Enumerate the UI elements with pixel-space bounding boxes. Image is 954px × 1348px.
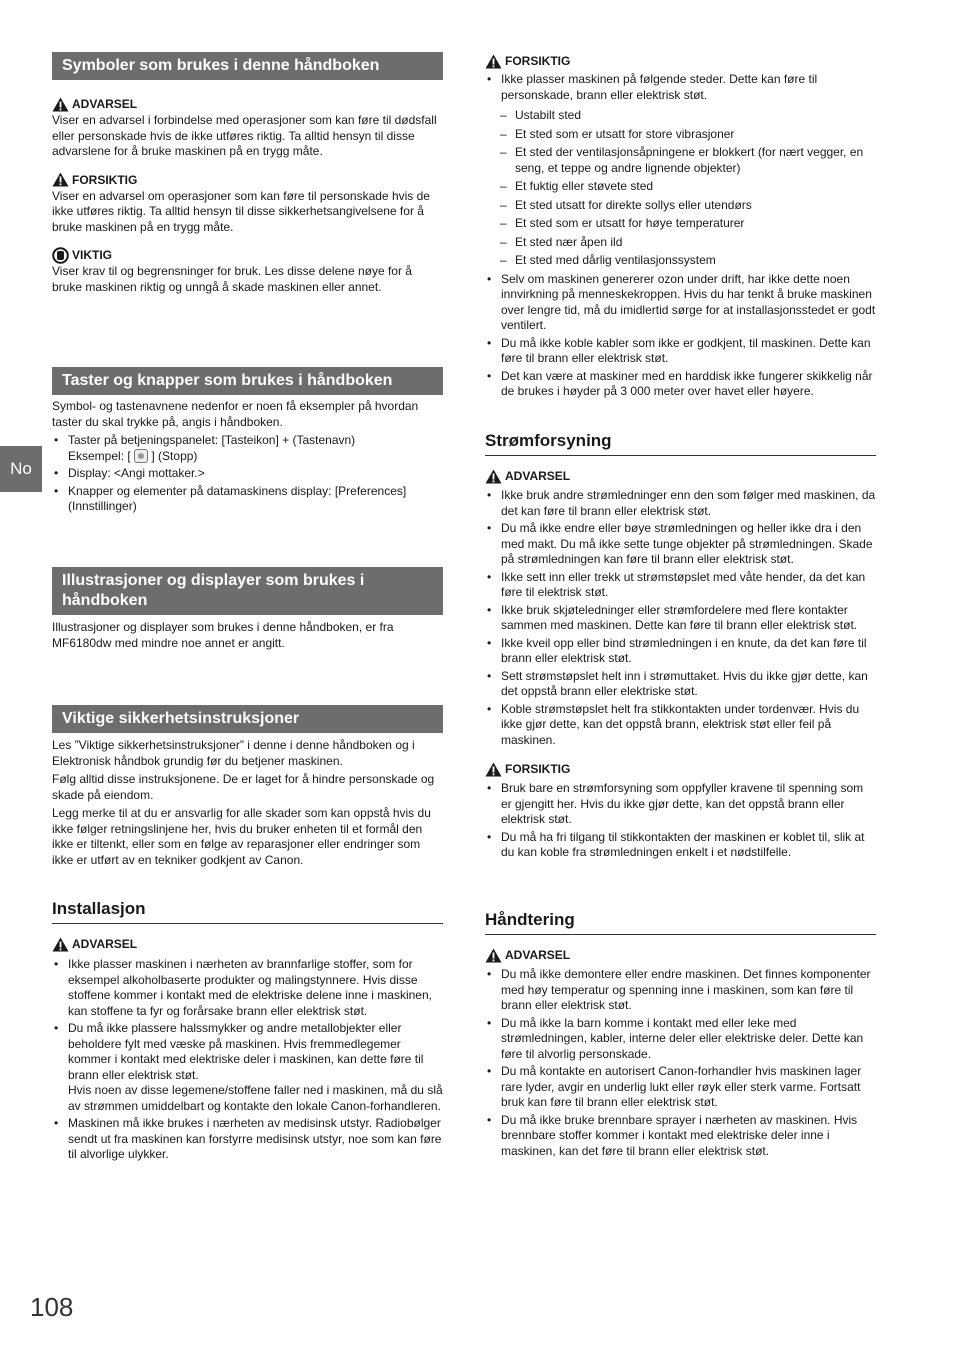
warning-triangle-icon (485, 948, 502, 963)
safety-paragraph: Les ”Viktige sikkerhetsinstruksjoner” i denne i denne håndboken og i Elektronisk håndbok grundig før du betjener maskinen. (52, 738, 415, 768)
list-item: • Koble strømstøpslet helt fra stikkontakten under tordenvær. Hvis du ikke gjør dette, kan det oppstå brann, elektrisk støt eller feil på maskinen. (485, 702, 876, 749)
keys-example-suffix: ] (Stopp) (151, 448, 198, 463)
list-item: • Du må ikke endre eller bøye strømledningen og heller ikke dra i den med makt. Du må ikke sette tunge objekter på strømledningen. Skade på strømledningen kan føre til brann eller elektrisk støt. (485, 521, 876, 568)
place-item: – Et sted nær åpen ild (485, 235, 876, 251)
list-item: • Selv om maskinen genererer ozon under drift, har ikke dette noen innvirkning på menneskekroppen. Hvis du har tenkt å bruke maskinen over lengre tid, må du imidlertid sørge for at installasjonsstedet er godt ventilert. (485, 272, 876, 334)
placement-places-list (485, 108, 876, 269)
forsiktig-heading (485, 760, 876, 778)
list-item-text: Du må ikke plassere halssmykker og andre metallobjekter eller beholdere fylt med væske på maskinen. Hvis fremmedlegemer kommer i kontakt med elektriske deler i maskinen, kan dette føre til brann eller elektrisk støt. (68, 1021, 424, 1082)
place-item: – Et sted med dårlig ventilasjonssystem (485, 253, 876, 269)
list-item: • Bruk bare en strømforsyning som oppfyller kravene til spenning som er gjengitt her. Hvis du ikke gjør dette, kan det oppstå brann eller elektrisk støt. (485, 781, 876, 828)
advarsel-heading (52, 935, 443, 953)
list-item-extra: Hvis noen av disse legemene/stoffene faller ned i maskinen, må du slå av strømmen umiddelbart og kontakte den lokale Canon-forhandleren. (68, 1083, 443, 1113)
safety-paragraph: Legg merke til at du er ansvarlig for alle skader som kan oppstå hvis du ikke følger retningslinjene her, hvis du bruker enheten til et formål den ikke er tiltenkt, eller som en følge av reparasjoner eller endringer som ikke er utført av en tekniker godkjent av Canon. (52, 806, 431, 867)
list-item: • Sett strømstøpslet helt inn i strømuttaket. Hvis du ikke gjør dette, kan det oppstå brann eller elektriske støt. (485, 669, 876, 700)
list-item (52, 433, 443, 464)
place-item: – Et sted som er utsatt for høye temperaturer (485, 216, 876, 232)
advarsel-heading (52, 95, 443, 113)
warning-triangle-icon (485, 762, 502, 777)
safety-section (52, 738, 443, 871)
list-item: • Ikke kveil opp eller bind strømledningen i en knute, da det kan føre til brann eller elektrisk støt. (485, 636, 876, 667)
language-tab: No (0, 446, 42, 492)
list-item: • Det kan være at maskiner med en harddisk ikke fungerer skikkelig når de brukes i høyder på 3 000 meter over havet eller høyere. (485, 369, 876, 400)
warning-triangle-icon (52, 937, 69, 952)
list-item: • Ikke bruk andre strømledninger enn den som følger med maskinen, da det kan føre til brann eller elektrisk støt. (485, 488, 876, 519)
keys-example-prefix: Eksempel: [ (68, 448, 131, 463)
section-title-handling: Håndtering (485, 909, 876, 935)
illustrations-text: Illustrasjoner og displayer som brukes i denne håndboken, er fra MF6180dw med mindre noe annet er angitt. (52, 620, 394, 650)
advarsel-heading (485, 946, 876, 964)
list-item: • Du må ha fri tilgang til stikkontakten der maskinen er koblet til, slik at du kan koble fra strømledningen enkelt i et nødstilfelle. (485, 830, 876, 861)
advarsel-label: ADVARSEL (505, 469, 571, 483)
section-title-safety: Viktige sikkerhetsinstruksjoner (52, 705, 443, 733)
section-title-power: Strømforsyning (485, 430, 876, 456)
power-advarsel-list (485, 488, 876, 748)
section-title-symbols: Symboler som brukes i denne håndboken (52, 52, 443, 80)
list-item: • Ikke bruk skjøteledninger eller strømfordelere med flere kontakter sammen med maskinen. Dette kan føre til brann eller elektrisk støt. (485, 603, 876, 634)
list-item: • Maskinen må ikke brukes i nærheten av medisinsk utstyr. Radiobølger sendt ut fra maskinen kan forstyrre medisinsk utstyr, noe som kan føre til alvorlige ulykker. (52, 1116, 443, 1163)
handling-list (485, 967, 876, 1159)
list-item: • Du må kontakte en autorisert Canon-forhandler hvis maskinen lager rare lyder, avgir en underlig lukt eller røyk eller sterk varme. Fortsatt bruk kan føre til brann eller elektrisk støt. (485, 1064, 876, 1111)
forsiktig-placement-section (485, 52, 876, 402)
prohibition-circle-icon (52, 247, 69, 264)
installation-section (52, 935, 443, 1165)
installation-list (52, 957, 443, 1163)
forsiktig-label: FORSIKTIG (505, 762, 571, 776)
place-item: – Et fuktig eller støvete sted (485, 179, 876, 195)
forsiktig-label: FORSIKTIG (72, 172, 138, 187)
keys-section (52, 399, 443, 517)
forsiktig-label: FORSIKTIG (505, 54, 571, 68)
list-item: • Du må ikke la barn komme i kontakt med eller leke med strømledningen, kabler, interne deler eller elektriske deler. Dette kan føre til alvorlig personskade. (485, 1016, 876, 1063)
forsiktig-description: Viser en advarsel om operasjoner som kan føre til personskade hvis de ikke utføres riktig. Ta alltid hensyn til disse sikkerhetsangivelsene for å bruke maskinen på en trygg måte. (52, 188, 430, 234)
list-item: • Ikke sett inn eller trekk ut strømstøpslet med våte hender, da det kan føre til elektrisk støt. (485, 570, 876, 601)
viktig-description: Viser krav til og begrensninger for bruk. Les disse delene nøye for å bruke maskinen riktig og unngå å skade maskinen eller annet. (52, 264, 412, 294)
viktig-label: VIKTIG (72, 248, 113, 262)
page-number: 108 (30, 1292, 74, 1322)
power-forsiktig-list (485, 781, 876, 861)
warning-triangle-icon (485, 54, 502, 69)
list-item-text: Ikke plasser maskinen på følgende steder. Dette kan føre til personskade, brann eller elektrisk støt. (501, 72, 818, 102)
illustrations-section (52, 620, 443, 654)
advarsel-label: ADVARSEL (505, 948, 571, 962)
warning-triangle-icon (52, 97, 69, 112)
place-item: – Et sted der ventilasjonsåpningene er blokkert (for nært vegger, en seng, et teppe og andre lignende objekter) (485, 145, 876, 176)
place-item: – Et sted som er utsatt for store vibrasjoner (485, 127, 876, 143)
list-item: • Du må ikke demontere eller endre maskinen. Det finnes komponenter med høy temperatur og spenning inne i maskinen, som kan føre til brann eller elektrisk støt. (485, 967, 876, 1014)
placement-list (485, 72, 876, 103)
placement-rest-list (485, 272, 876, 400)
section-title-illustrations: Illustrasjoner og displayer som brukes i håndboken (52, 567, 443, 615)
power-section (485, 467, 876, 863)
place-item: – Ustabilt sted (485, 108, 876, 124)
advarsel-heading (485, 467, 876, 485)
handling-section (485, 946, 876, 1161)
keys-item-text: Taster på betjeningspanelet: [Tasteikon] + (Tastenavn) (68, 433, 356, 447)
advarsel-label: ADVARSEL (72, 97, 138, 111)
place-item: – Et sted utsatt for direkte sollys eller utendørs (485, 198, 876, 214)
advarsel-description: Viser en advarsel i forbindelse med operasjoner som kan føre til dødsfall eller personskade hvis de ikke utføres riktig. Ta alltid hensyn til disse advarslene for å bruke maskinen på en trygg måte. (52, 113, 437, 158)
list-item: • Du må ikke bruke brennbare sprayer i nærheten av maskinen. Hvis brennbare stoffer kommer i kontakt med elektriske deler inne i maskinen, kan det føre til brann eller elektrisk støt. (485, 1113, 876, 1160)
section-title-keys: Taster og knapper som brukes i håndboken (52, 367, 443, 395)
warning-triangle-icon (52, 172, 69, 187)
list-item: • Display: <Angi mottaker.> (52, 466, 443, 482)
symbols-section (52, 95, 443, 298)
safety-paragraph: Følg alltid disse instruksjonene. De er laget for å hindre personskade og skade på eiendom. (52, 772, 435, 802)
list-item (485, 72, 876, 103)
forsiktig-heading (485, 52, 876, 70)
advarsel-label: ADVARSEL (72, 937, 138, 951)
warning-triangle-icon (485, 469, 502, 484)
section-title-installation: Installasjon (52, 898, 443, 924)
list-item: • Ikke plasser maskinen i nærheten av brannfarlige stoffer, som for eksempel alkoholbaserte produkter og malingstynnere. Hvis disse stoffene kommer i kontakt med de elektriske delene inne i maskinen, kan stoffene ta fyr og forårsake brann eller elektrisk støt. (52, 957, 443, 1019)
list-item: • Du må ikke koble kabler som ikke er godkjent, til maskinen. Dette kan føre til brann eller elektrisk støt. (485, 336, 876, 367)
keys-list (52, 433, 443, 515)
list-item (52, 1021, 443, 1114)
forsiktig-heading (52, 171, 443, 189)
keys-intro: Symbol- og tastenavnene nedenfor er noen få eksempler på hvordan taster du skal trykke på, angis i håndboken. (52, 399, 419, 429)
stop-key-icon (134, 449, 148, 463)
viktig-heading (52, 246, 443, 264)
list-item: • Knapper og elementer på datamaskinens display: [Preferences] (Innstillinger) (52, 484, 443, 515)
